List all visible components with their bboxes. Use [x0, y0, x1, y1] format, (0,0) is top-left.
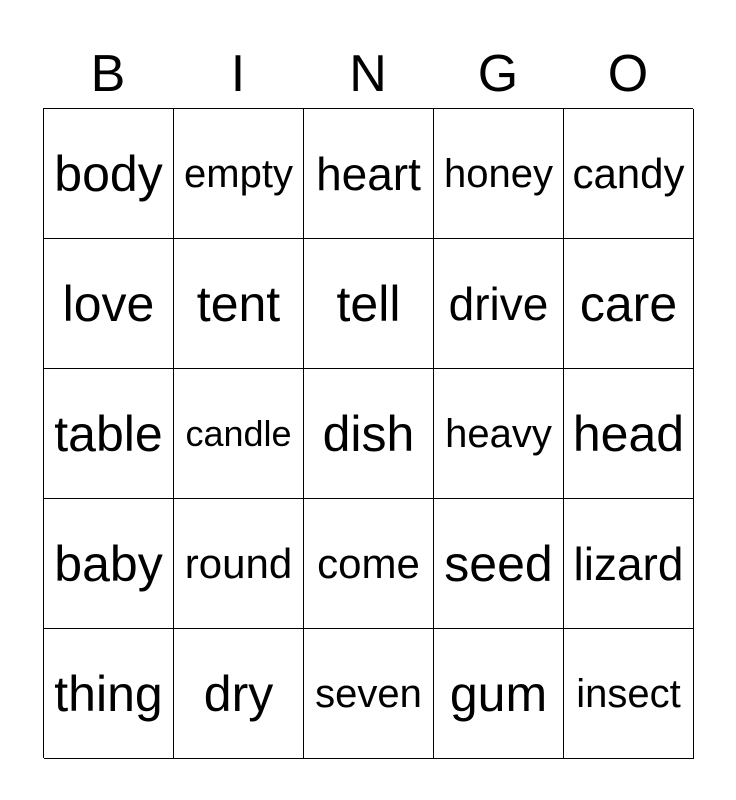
header-letter-g: G [477, 45, 519, 103]
bingo-cell[interactable]: candy [564, 109, 694, 239]
bingo-cell[interactable]: table [44, 369, 174, 499]
bingo-cell[interactable]: dish [304, 369, 434, 499]
bingo-cell[interactable]: gum [434, 629, 564, 759]
bingo-cell[interactable]: lizard [564, 499, 694, 629]
header-letter-i: I [230, 45, 246, 103]
bingo-cell[interactable]: tell [304, 239, 434, 369]
bingo-card-grid [43, 108, 693, 758]
bingo-cell[interactable]: tent [174, 239, 304, 369]
bingo-cell[interactable]: honey [434, 109, 564, 239]
header-letter-o: O [607, 45, 649, 103]
header-letter-b: B [90, 45, 126, 103]
bingo-cell[interactable]: baby [44, 499, 174, 629]
bingo-cell[interactable]: heavy [434, 369, 564, 499]
header-letter-n: N [349, 45, 387, 103]
bingo-header [43, 40, 693, 108]
bingo-cell[interactable]: thing [44, 629, 174, 759]
bingo-cell[interactable]: round [174, 499, 304, 629]
bingo-cell[interactable]: drive [434, 239, 564, 369]
bingo-cell[interactable]: seed [434, 499, 564, 629]
bingo-cell[interactable]: head [564, 369, 694, 499]
bingo-cell[interactable]: insect [564, 629, 694, 759]
bingo-cell[interactable]: dry [174, 629, 304, 759]
bingo-cell[interactable]: candle [174, 369, 304, 499]
bingo-cell[interactable]: care [564, 239, 694, 369]
bingo-cell[interactable]: love [44, 239, 174, 369]
bingo-cell[interactable]: come [304, 499, 434, 629]
bingo-cell[interactable]: body [44, 109, 174, 239]
bingo-cell[interactable]: empty [174, 109, 304, 239]
bingo-cell[interactable]: heart [304, 109, 434, 239]
bingo-cell[interactable]: seven [304, 629, 434, 759]
